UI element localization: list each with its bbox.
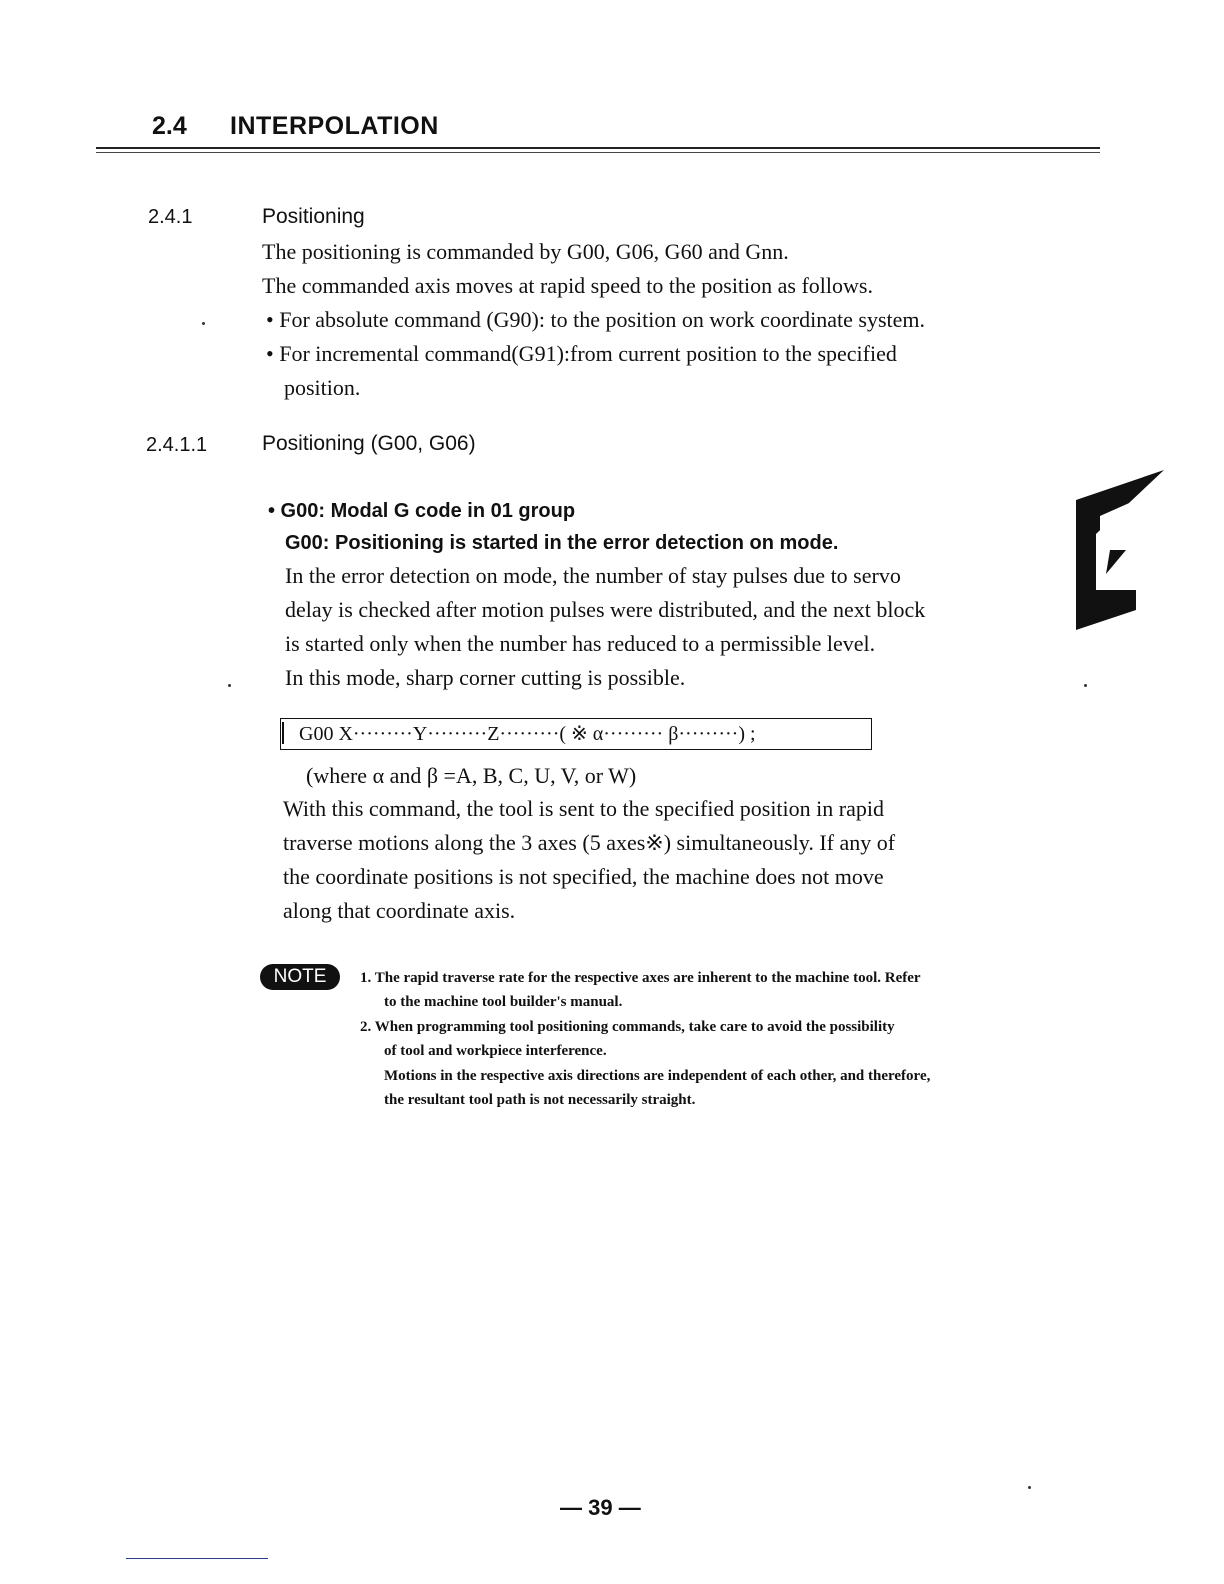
- page-number: — 39 —: [560, 1495, 641, 1520]
- body-line: In this mode, sharp corner cutting is possible.: [285, 665, 686, 690]
- body-line: traverse motions along the 3 axes (5 axes※) simultaneously. If any of: [283, 830, 896, 855]
- syntax-left-mark: [282, 722, 284, 744]
- body-line: position.: [284, 375, 361, 400]
- body-line: the coordinate positions is not specified, the machine does not move: [283, 864, 884, 889]
- stray-mark: [1084, 684, 1087, 687]
- header-rule-top: [96, 147, 1100, 149]
- header-rule-bottom: [96, 152, 1100, 153]
- bullet-line: • For incremental command(G91):from current position to the specified: [266, 341, 897, 366]
- section-number: 2.4: [152, 112, 187, 140]
- note-item: of tool and workpiece interference.: [384, 1043, 607, 1059]
- subsubsection-title: Positioning (G00, G06): [262, 432, 476, 455]
- body-line: The positioning is commanded by G00, G06, G60 and Gnn.: [262, 239, 789, 264]
- note-item: 2. When programming tool positioning commands, take care to avoid the possibility: [360, 1019, 895, 1035]
- note-item: Motions in the respective axis directions are independent of each other, and therefore,: [384, 1068, 931, 1084]
- syntax-where: (where α and β =A, B, C, U, V, or W): [306, 763, 637, 788]
- body-line: along that coordinate axis.: [283, 898, 516, 923]
- body-line: In the error detection on mode, the number of stay pulses due to servo: [285, 563, 901, 588]
- syntax-text: G00 X·········Y·········Z·········( ※ α········· β·········) ;: [299, 723, 756, 745]
- body-line: With this command, the tool is sent to the specified position in rapid: [283, 796, 884, 821]
- stray-mark: [228, 684, 231, 687]
- body-line: is started only when the number has reduced to a permissible level.: [285, 631, 876, 656]
- body-line: The commanded axis moves at rapid speed to the position as follows.: [262, 273, 873, 298]
- subsection-number: 2.4.1: [148, 206, 193, 228]
- chapter-tab-icon: [1076, 470, 1166, 630]
- note-badge: NOTE: [260, 964, 340, 990]
- note-item: to the machine tool builder's manual.: [384, 994, 623, 1010]
- subsection-title: Positioning: [262, 205, 365, 228]
- note-item: the resultant tool path is not necessarily straight.: [384, 1092, 696, 1108]
- section-title: INTERPOLATION: [230, 112, 439, 140]
- bold-line: G00: Positioning is started in the error detection on mode.: [285, 532, 839, 554]
- bold-bullet-line: • G00: Modal G code in 01 group: [268, 500, 576, 522]
- syntax-box: [280, 718, 872, 750]
- body-line: delay is checked after motion pulses were distributed, and the next block: [285, 597, 926, 622]
- subsubsection-number: 2.4.1.1: [146, 434, 208, 456]
- stray-mark: [1028, 1486, 1031, 1489]
- footer-rule: [126, 1558, 268, 1559]
- note-item: 1. The rapid traverse rate for the respective axes are inherent to the machine tool. Refer: [360, 970, 921, 986]
- bullet-line: • For absolute command (G90): to the position on work coordinate system.: [266, 307, 926, 332]
- stray-mark: [202, 322, 205, 325]
